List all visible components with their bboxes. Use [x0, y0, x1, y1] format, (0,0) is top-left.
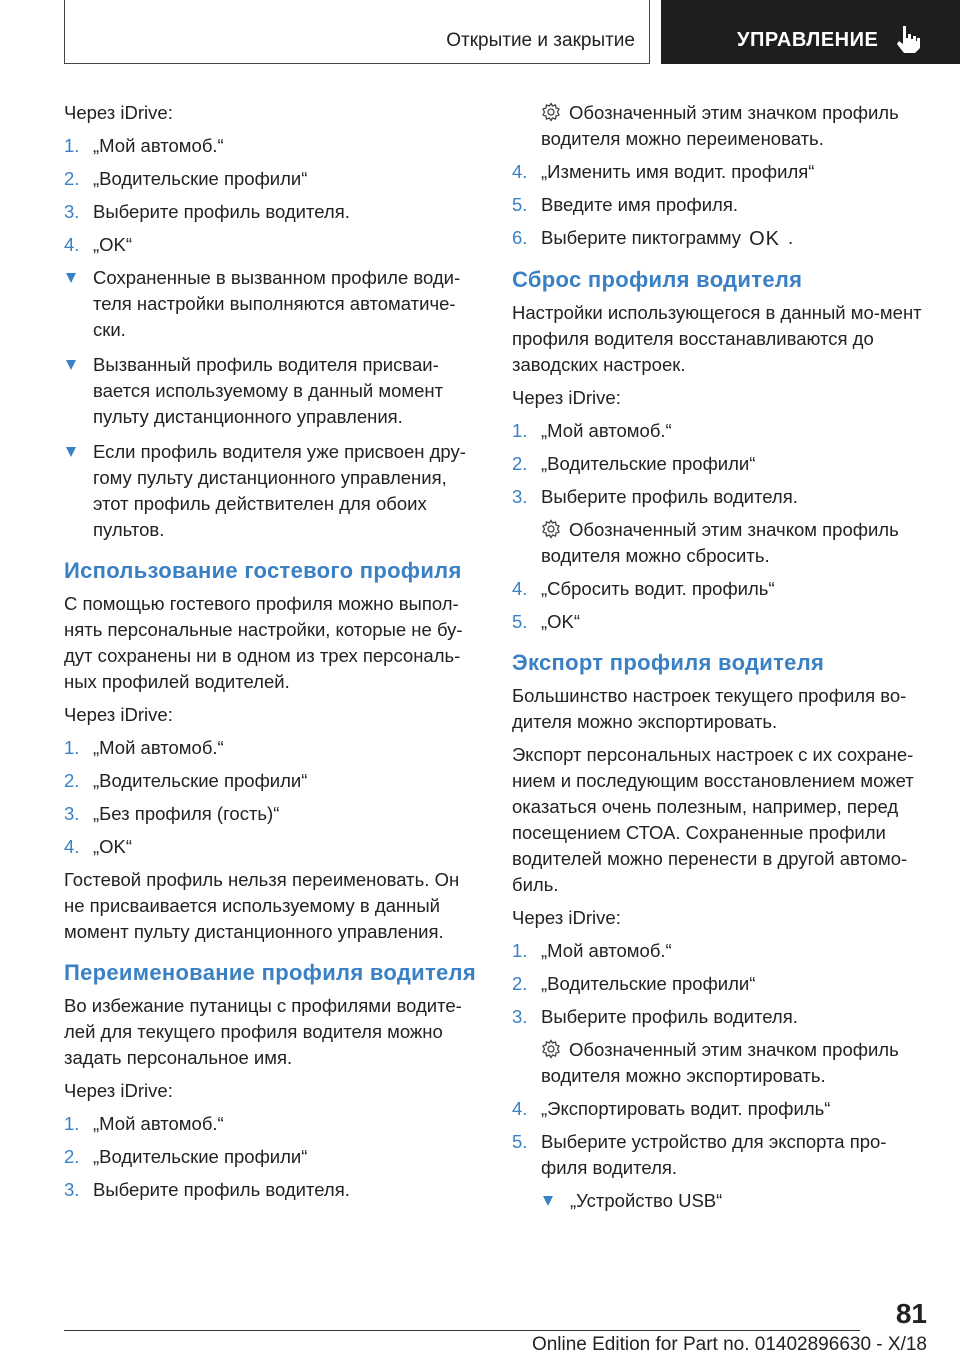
- steps-list-5: [512, 938, 932, 1030]
- list-item: Если профиль водителя уже присвоен дру-гому пульту дистанционного управления, этот профиль действителен для обоих пультов.: [64, 439, 484, 543]
- steps-list-3: [64, 1111, 484, 1203]
- list-item: 5. Введите имя профиля.: [512, 194, 738, 215]
- intro-text: Через iDrive:: [512, 387, 621, 408]
- steps-list-2: [64, 735, 484, 860]
- gear-icon: [541, 102, 561, 122]
- steps-list-4b: [512, 576, 932, 635]
- right-column: [512, 100, 932, 1223]
- list-item: 6. Выберите пиктограмму OK .: [512, 227, 794, 250]
- list-item: 1. „Мой автомоб.“: [64, 1113, 224, 1134]
- triangle-bullet-icon: [66, 360, 76, 370]
- list-item: 3. Выберите профиль водителя.: [64, 201, 350, 222]
- note-export: Обозначенный этим значком профиль водителя можно экспортировать.: [541, 1039, 899, 1086]
- hand-pointer-icon: [895, 24, 921, 54]
- intro-text: Через iDrive:: [64, 102, 173, 123]
- list-item: 2. „Водительские профили“: [64, 168, 308, 189]
- ok-icon: OK: [749, 228, 780, 250]
- export-paragraph-1: Большинство настроек текущего профиля во-дителя можно экспортировать.: [512, 685, 907, 732]
- list-item: 3. Выберите профиль водителя.: [64, 1179, 350, 1200]
- intro-text: Через iDrive:: [512, 907, 621, 928]
- list-item: 4. „Изменить имя водит. профиля“: [512, 161, 815, 182]
- heading-reset-profile: Сброс профиля водителя: [512, 267, 803, 292]
- note-rename: Обозначенный этим значком профиль водителя можно переименовать.: [541, 102, 899, 149]
- steps-list-3b: [512, 159, 932, 252]
- list-item: 4. „Сбросить водит. профиль“: [512, 578, 775, 599]
- list-item: 1. „Мой автомоб.“: [512, 940, 672, 961]
- steps-list-1: [64, 133, 484, 258]
- list-item: 4. „OK“: [64, 836, 133, 857]
- page-header: [0, 0, 960, 66]
- list-item: „Устройство USB“: [541, 1188, 932, 1214]
- list-item: 5. Выберите устройство для экспорта про-филя водителя.: [512, 1131, 887, 1178]
- guest-paragraph: С помощью гостевого профиля можно выпол-нять персональные настройки, которые не бу-дут сохранены ни в одном из трех персональ-ных профилей водителей.: [64, 593, 463, 692]
- chapter-title: Открытие и закрытие: [446, 30, 635, 51]
- list-item: 3. Выберите профиль водителя.: [512, 486, 798, 507]
- chapter-tab: [64, 0, 650, 64]
- intro-text: Через iDrive:: [64, 704, 173, 725]
- list-item: 2. „Водительские профили“: [64, 1146, 308, 1167]
- rename-paragraph: Во избежание путаницы с профилями водите-лей для текущего профиля водителя можно задать персональное имя.: [64, 995, 462, 1068]
- intro-text: Через iDrive:: [64, 1080, 173, 1101]
- triangle-bullet-icon: [66, 447, 76, 457]
- note-reset: Обозначенный этим значком профиль водителя можно сбросить.: [541, 519, 899, 566]
- guest-paragraph-2: Гостевой профиль нельзя переименовать. Он не присваивается используемому в данный момент пульту дистанционного управления.: [64, 869, 460, 942]
- steps-list-5b: [512, 1096, 932, 1181]
- steps-list-4: [512, 418, 932, 510]
- page-number: 81: [895, 1298, 927, 1329]
- list-item: 1. „Мой автомоб.“: [512, 420, 672, 441]
- heading-rename-profile: Переименование профиля водителя: [64, 960, 476, 985]
- left-column: [64, 100, 484, 1210]
- list-item: 1. „Мой автомоб.“: [64, 737, 224, 758]
- export-paragraph-2: Экспорт персональных настроек с их сохране-нием и последующим восстановлением может оказаться очень полезным, например, перед посещением СТОА. Сохраненные профили водителей можно перенести в другой автомо-биль.: [512, 744, 914, 895]
- list-item: 2. „Водительские профили“: [512, 973, 756, 994]
- list-item: 3. Выберите профиль водителя.: [512, 1006, 798, 1027]
- list-item: 2. „Водительские профили“: [512, 453, 756, 474]
- triangle-bullet-icon: [543, 1196, 553, 1206]
- list-item: 2. „Водительские профили“: [64, 770, 308, 791]
- triangle-bullet-icon: [66, 273, 76, 283]
- heading-guest-profile: Использование гостевого профиля: [64, 558, 462, 583]
- heading-export-profile: Экспорт профиля водителя: [512, 650, 825, 675]
- footer-divider: [64, 1330, 860, 1331]
- list-item: 4. „Экспортировать водит. профиль“: [512, 1098, 831, 1119]
- sub-bullet-list: [541, 1188, 932, 1214]
- bullet-list-1: [64, 265, 484, 543]
- list-item: 1. „Мой автомоб.“: [64, 135, 224, 156]
- gear-icon: [541, 519, 561, 539]
- gear-icon: [541, 1039, 561, 1059]
- list-item: Вызванный профиль водителя присваи-вается используемому в данный момент пульту дистанционного управления.: [64, 352, 484, 430]
- list-item: 3. „Без профиля (гость)“: [64, 803, 280, 824]
- list-item: Сохраненные в вызванном профиле води-теля настройки выполняются автоматиче-ски.: [64, 265, 484, 343]
- reset-paragraph: Настройки использующегося в данный мо-мент профиля водителя восстанавливаются до заводских настроек.: [512, 302, 922, 375]
- list-item: 5. „OK“: [512, 611, 581, 632]
- list-item: 4. „OK“: [64, 234, 133, 255]
- section-title: УПРАВЛЕНИЕ: [737, 29, 879, 51]
- section-tab: [661, 0, 960, 64]
- footer-edition: Online Edition for Part no. 01402896630 - X/18: [531, 1334, 927, 1355]
